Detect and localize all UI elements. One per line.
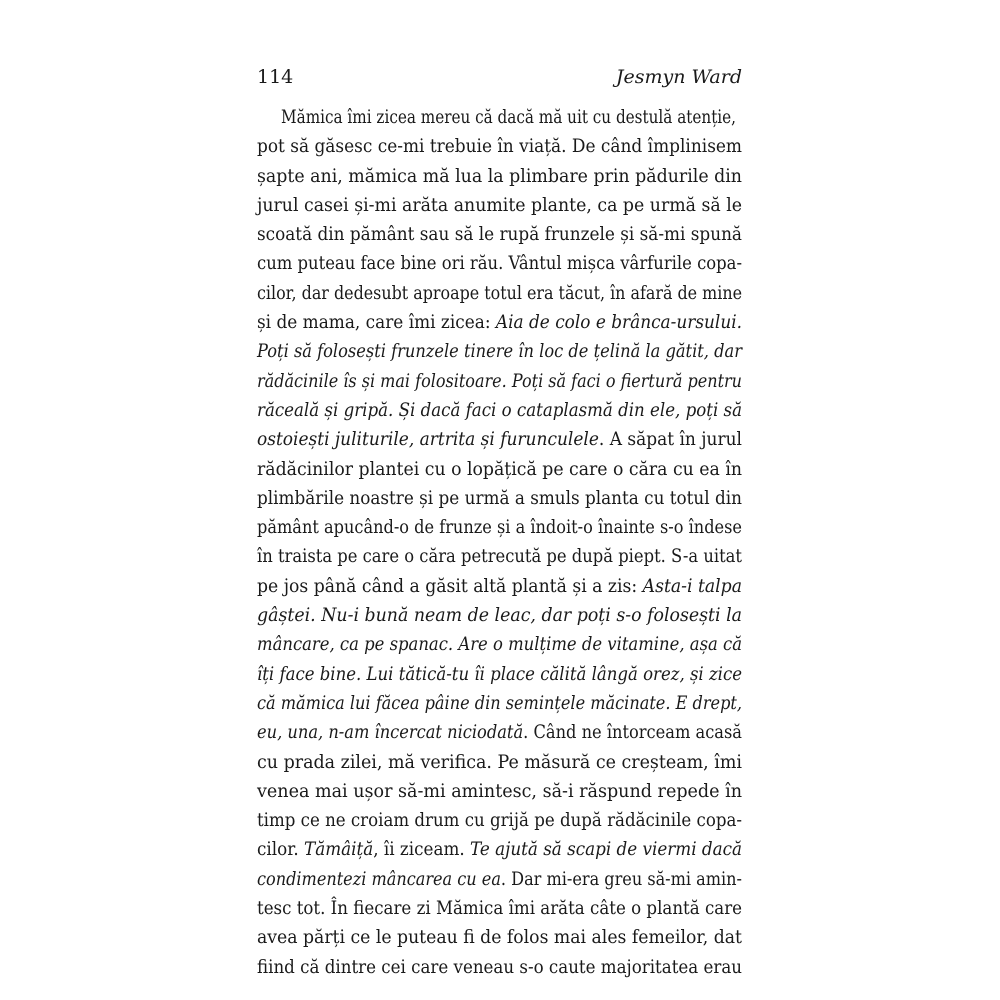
text-segment: , îi ziceam.: [373, 838, 471, 861]
text-line: [257, 162, 742, 191]
italic-text-segment: că mămica lui făcea pâine din semințele măcinate. E drept,: [257, 691, 742, 714]
body-paragraph: [257, 103, 742, 982]
text-segment: Mămica îmi zicea mereu că dacă mă uit cu destulă atenție,: [281, 106, 737, 128]
text-line: [257, 748, 742, 777]
text-segment: scoată din pământ sau să le rupă frunzele și să-mi spună: [257, 223, 742, 246]
italic-text-segment: răceală și gripă. Și dacă faci o cataplasmă din ele, poți să: [257, 398, 742, 421]
italic-text-segment: gâștei. Nu-i bună neam de leac, dar poți s-o folosești la: [257, 604, 742, 627]
text-segment: cilor.: [257, 838, 305, 861]
text-segment: tesc tot. În fiecare zi Mămica îmi arăta câte o plantă care: [257, 897, 742, 920]
text-line: [257, 806, 742, 835]
text-line: [257, 279, 742, 308]
text-line: [257, 484, 742, 513]
text-segment: . Dar mi-era greu să-mi amin-: [500, 867, 742, 890]
text-segment: avea părți ce le puteau fi de folos mai ales femeilor, dat: [257, 926, 742, 949]
italic-text-segment: mâncare, ca pe spanac. Are o mulțime de vitamine, așa că: [257, 633, 742, 656]
text-line: [257, 191, 742, 220]
italic-text-segment: Tămâiță: [304, 838, 374, 861]
text-line: [257, 308, 742, 337]
text-segment: cilor, dar dedesubt aproape totul era tăcut, în afară de mine: [257, 281, 742, 304]
text-line: [257, 630, 742, 659]
text-segment: șapte ani, mămica mă lua la plimbare prin pădurile din: [257, 164, 742, 187]
text-line: [257, 601, 742, 630]
text-segment: timp ce ne croiam drum cu grijă pe după rădăcinile copa-: [257, 809, 742, 832]
italic-text-segment: condimentezi mâncarea cu ea: [257, 867, 501, 890]
text-line: [257, 894, 742, 923]
italic-text-segment: Te ajută să scapi de viermi dacă: [470, 838, 742, 861]
text-segment: jurul casei și-mi arăta anumite plante, ca pe urmă să le: [257, 193, 742, 216]
text-line: [257, 132, 742, 161]
text-line: [257, 396, 742, 425]
text-line: [257, 249, 742, 278]
text-segment: pământ apucând-o de frunze și a îndoit-o înainte s-o îndese: [257, 516, 742, 539]
text-segment: . Când ne întorceam acasă: [523, 721, 742, 744]
italic-text-segment: Asta-i talpa: [642, 574, 742, 597]
text-line: [257, 689, 742, 718]
text-segment: în traista pe care o căra petrecută pe după piept. S-a uitat: [257, 545, 742, 568]
text-line: [257, 367, 742, 396]
text-line: [257, 777, 742, 806]
text-line: [257, 337, 742, 366]
running-head-author: Jesmyn Ward: [615, 66, 742, 88]
page-header: [257, 66, 742, 94]
text-line: [257, 835, 742, 864]
italic-text-segment: Poți să folosești frunzele tinere în loc de țelină la gătit, dar: [257, 340, 742, 363]
text-line: [257, 660, 742, 689]
text-line: [257, 103, 736, 132]
text-line: [257, 865, 742, 894]
italic-text-segment: Aia de colo e brânca-ursului.: [495, 311, 742, 334]
text-line: [257, 425, 742, 454]
italic-text-segment: ostoiești juliturile, artrita și furunculele: [257, 428, 599, 451]
text-segment: cu prada zilei, mă verifica. Pe măsură ce creșteam, îmi: [257, 750, 742, 773]
text-line: [257, 455, 742, 484]
text-segment: pot să găsesc ce-mi trebuie în viață. De când împlinisem: [257, 135, 742, 158]
text-segment: fiind că dintre cei care veneau s-o caute majoritatea erau: [257, 955, 742, 978]
text-segment: pe jos până când a găsit altă plantă și a zis:: [257, 574, 643, 597]
text-segment: . A săpat în jurul: [598, 428, 742, 451]
text-segment: venea mai ușor să-mi amintesc, să-i răspund repede în: [257, 779, 742, 802]
italic-text-segment: eu, una, n-am încercat niciodată: [257, 721, 524, 744]
italic-text-segment: îți face bine. Lui tătică-tu îi place călită lângă orez, și zice: [257, 662, 742, 685]
page-number: 114: [257, 66, 294, 88]
text-line: [257, 513, 742, 542]
text-segment: cum puteau face bine ori rău. Vântul mișca vârfurile copa-: [257, 252, 742, 275]
text-line: [257, 220, 742, 249]
text-segment: plimbările noastre și pe urmă a smuls planta cu totul din: [257, 486, 742, 509]
text-line: [257, 572, 742, 601]
italic-text-segment: rădăcinile îs și mai folositoare. Poți să faci o fiertură pentru: [257, 369, 742, 392]
text-segment: și de mama, care îmi zicea:: [257, 311, 496, 334]
text-line: [257, 923, 742, 952]
text-line: [257, 542, 742, 571]
text-line: [257, 718, 742, 747]
text-segment: rădăcinilor plantei cu o lopățică pe care o căra cu ea în: [257, 457, 742, 480]
text-line: [257, 953, 742, 982]
